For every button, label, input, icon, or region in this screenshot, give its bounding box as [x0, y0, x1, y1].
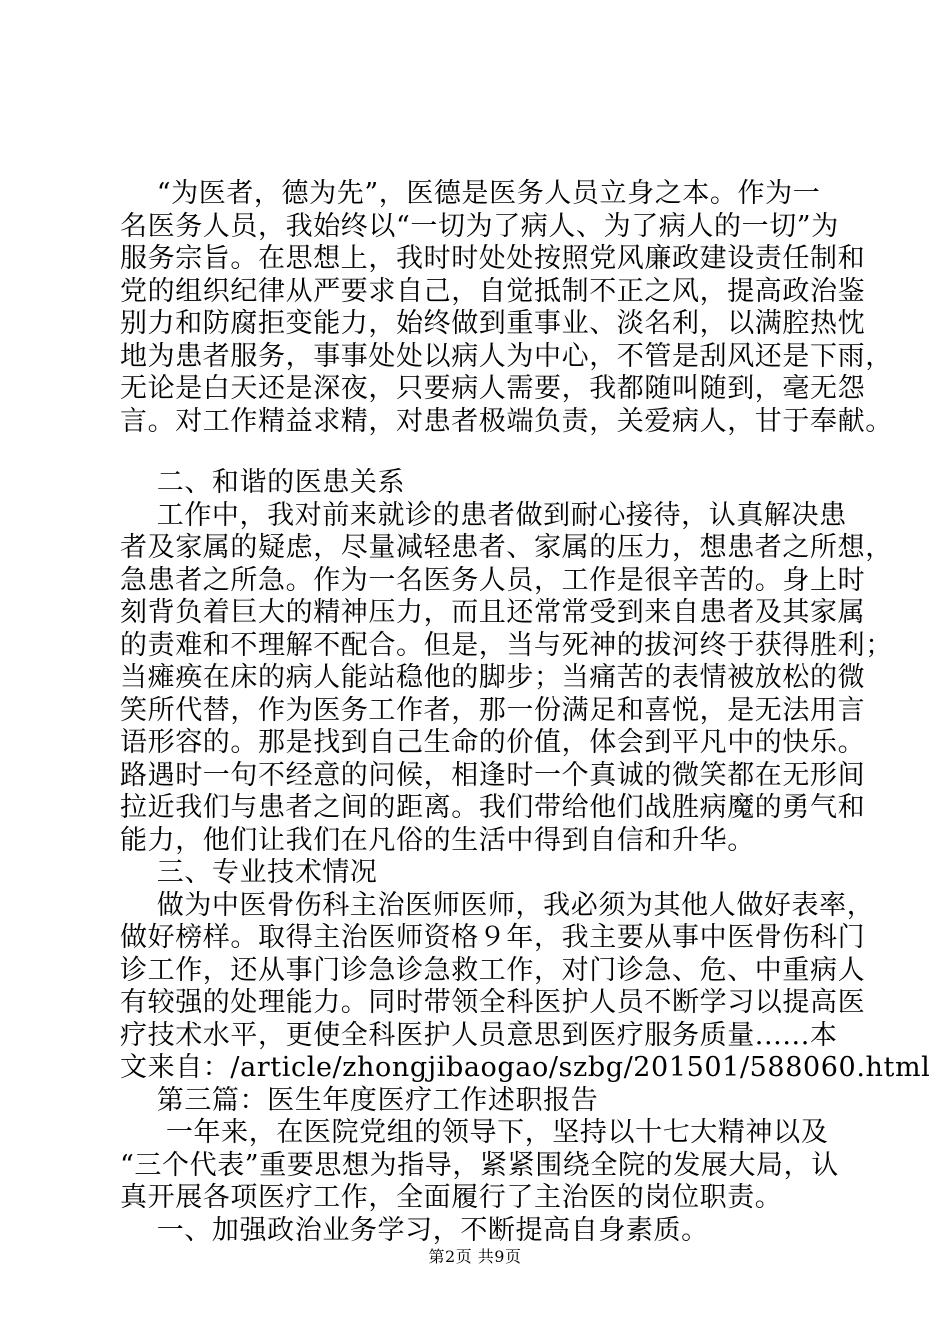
text-line: 刻背负着巨大的精神压力，而且还常常受到来自患者及其家属 [120, 597, 866, 628]
text-line: 一年来，在医院党组的领导下，坚持以十七大精神以及 [120, 1117, 829, 1148]
text-line: 有较强的处理能力。同时带领全科医护人员不断学习以提高医 [120, 987, 866, 1018]
text-line: “三个代表”重要思想为指导，紧紧围绕全院的发展大局，认 [120, 1149, 839, 1181]
body-text [120, 467, 931, 1247]
text-line: 笑所代替，作为医务工作者，那一份满足和喜悦，是无法用言 [120, 694, 866, 726]
paragraph-gap [120, 438, 840, 467]
text-line: 名医务人员，我始终以“一切为了病人、为了病人的一切”为 [120, 210, 839, 242]
chapter-heading: 第三篇：医生年度医疗工作述职报告 [120, 1084, 599, 1116]
section-heading-doctor-patient: 二、和谐的医患关系 [120, 467, 406, 498]
text-line: 服务宗旨。在思想上，我时时处处按照党风廉政建设责任制和 [120, 243, 866, 274]
text-line: 诊工作，还从事门诊急诊急救工作，对门诊急、危、中重病人 [120, 954, 866, 986]
text-line: 言。对工作精益求精，对患者极端负责，关爱病人，甘于奉献。 [120, 405, 893, 437]
section-heading-technical: 三、专业技术情况 [120, 857, 378, 888]
text-line: 疗技术水平，更使全科医护人员意思到医疗服务质量......本 [120, 1019, 838, 1051]
section-heading-political-study: 一、加强政治业务学习，不断提高自身素质。 [120, 1214, 709, 1246]
text-line: “为医者，德为先”，医德是医务人员立身之本。作为一 [120, 178, 821, 209]
text-line: 当瘫痪在床的病人能站稳他的脚步；当痛苦的表情被放松的微 [120, 662, 866, 693]
text-line: 无论是白天还是深夜，只要病人需要，我都随叫随到，毫无怨 [120, 373, 866, 404]
text-line: 的责难和不理解不配合。但是，当与死神的拔河终于获得胜利； [120, 629, 893, 661]
text-line: 做为中医骨伤科主治医师医师，我必须为其他人做好表率， [120, 889, 875, 921]
page-number-footer: 第2页 共9页 [428, 1247, 522, 1266]
text-line: 地为患者服务，事事处处以病人为中心，不管是刮风还是下雨， [120, 340, 893, 372]
text-line: 做好榜样。取得主治医师资格９年，我主要从事中医骨伤科门 [120, 922, 866, 953]
source-url-line: 文来自：/article/zhongjibaogao/szbg/201501/588060.html [120, 1052, 931, 1083]
paragraph-medical-ethics [120, 178, 893, 438]
document-body [120, 178, 931, 1247]
text-line: 能力，他们让我们在凡俗的生活中得到自信和升华。 [120, 824, 755, 856]
text-line: 拉近我们与患者之间的距离。我们带给他们战胜病魔的勇气和 [120, 792, 866, 823]
text-line: 工作中，我对前来就诊的患者做到耐心接待，认真解决患 [120, 499, 847, 531]
text-line: 急患者之所急。作为一名医务人员，工作是很辛苦的。身上时 [120, 564, 866, 596]
text-line: 别力和防腐拒变能力，始终做到重事业、淡名利，以满腔热忱 [120, 308, 866, 339]
text-line: 语形容的。那是找到自己生命的价值，体会到平凡中的快乐。 [120, 727, 866, 758]
text-line: 党的组织纪律从严要求自己，自觉抵制不正之风，提高政治鉴 [120, 275, 866, 307]
text-line: 真开展各项医疗工作，全面履行了主治医的岗位职责。 [120, 1182, 783, 1213]
text-line: 者及家属的疑虑，尽量减轻患者、家属的压力，想患者之所想， [120, 532, 893, 563]
text-line: 路遇时一句不经意的问候，相逢时一个真诚的微笑都在无形间 [120, 759, 866, 791]
